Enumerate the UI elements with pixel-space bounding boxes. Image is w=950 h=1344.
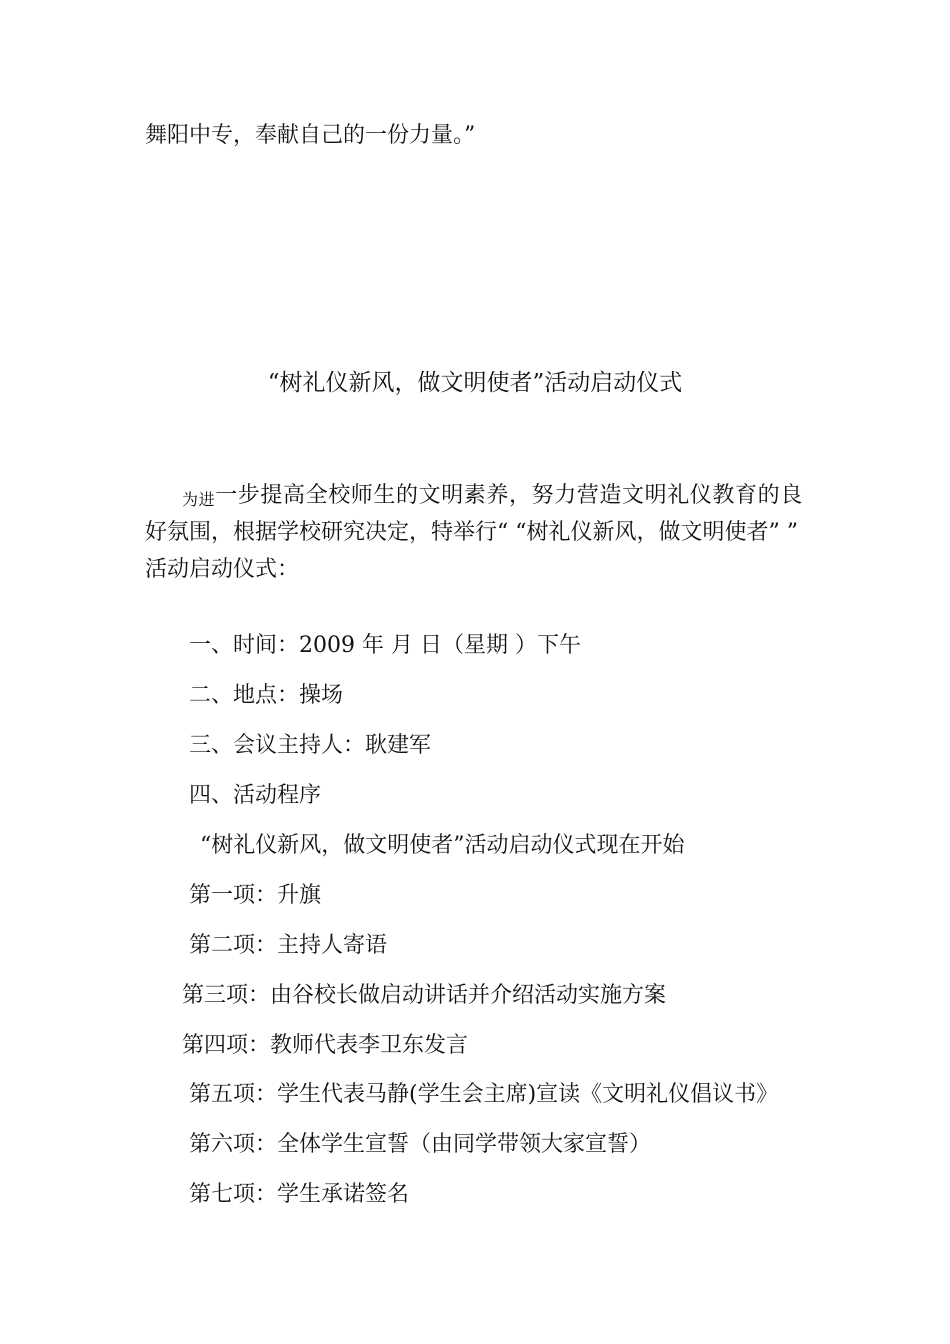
page-title: “树礼仪新风，做文明使者”活动启动仪式 xyxy=(267,370,683,396)
intro-line-1-text: 一步提高全校师生的文明素养，努力营造文明礼仪教育的良 xyxy=(215,483,803,508)
intro-line-1 xyxy=(182,482,803,511)
item-time: 一、时间：2009 年 月 日（星期 ）下午 xyxy=(189,633,581,658)
item-place: 二、地点：操场 xyxy=(189,683,344,708)
program-item: 第二项：主持人寄语 xyxy=(189,933,388,958)
intro-line-2: 好氛围，根据学校研究决定，特举行“ “树礼仪新风，做文明使者” ” xyxy=(145,520,798,545)
intro-line-3: 活动启动仪式： xyxy=(145,557,300,582)
program-item: 第六项：全体学生宣誓（由同学带领大家宣誓） xyxy=(189,1132,652,1157)
program-opening: “树礼仪新风，做文明使者”活动启动仪式现在开始 xyxy=(200,833,685,858)
program-item: 第四项：教师代表李卫东发言 xyxy=(182,1033,469,1058)
item-host: 三、会议主持人：耿建军 xyxy=(189,733,432,758)
item-program-heading: 四、活动程序 xyxy=(189,783,322,808)
intro-lead: 为进 xyxy=(182,490,216,509)
program-item: 第一项：升旗 xyxy=(189,883,322,908)
program-item: 第七项：学生承诺签名 xyxy=(189,1182,410,1207)
program-item: 第五项：学生代表马静(学生会主席)宣读《文明礼仪倡议书》 xyxy=(189,1082,779,1107)
continuation-text: 舞阳中专，奉献自己的一份力量。” xyxy=(145,123,476,148)
program-item: 第三项：由谷校长做启动讲话并介绍活动实施方案 xyxy=(182,983,667,1008)
